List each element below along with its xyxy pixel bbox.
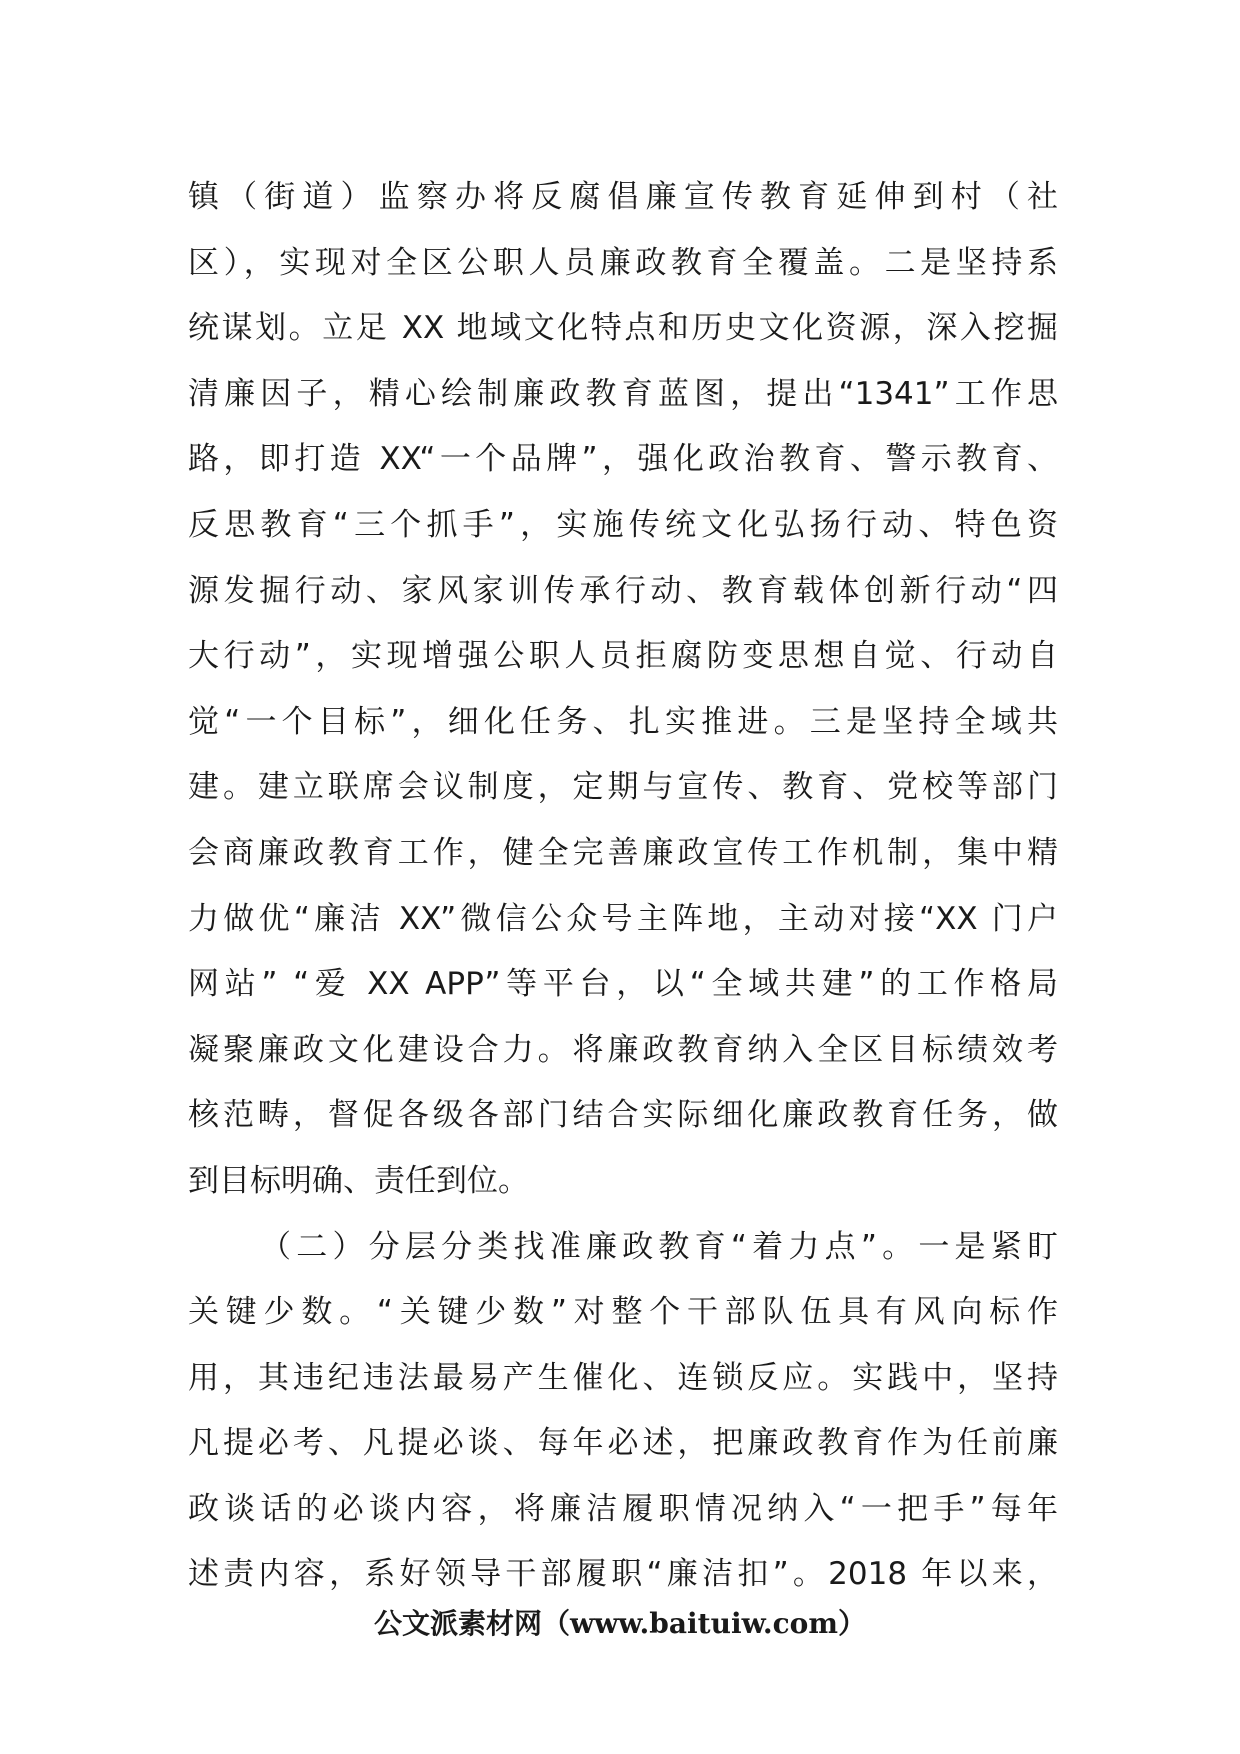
text-line: 述责内容，系好领导干部履职“廉洁扣”。2018 年以来， (188, 1556, 1058, 1593)
text-line: 凝聚廉政文化建设合力。将廉政教育纳入全区目标绩效考 (188, 1031, 1058, 1068)
text-line: 力做优“廉洁 XX”微信公众号主阵地，主动对接“XX 门户 (188, 900, 1058, 937)
text-line: 反思教育“三个抓手”，实施传统文化弘扬行动、特色资 (188, 506, 1058, 543)
text-line: 凡提必考、凡提必谈、每年必述，把廉政教育作为任前廉 (188, 1425, 1058, 1462)
text-line: 统谋划。立足 XX 地域文化特点和历史文化资源，深入挖掘 (188, 310, 1058, 347)
footer-url: （www.baituiw.com） (542, 1607, 866, 1640)
text-line: 路，即打造 XX“一个品牌”，强化政治教育、警示教育、 (188, 441, 1058, 478)
text-line: 清廉因子，精心绘制廉政教育蓝图，提出“1341”工作思 (188, 375, 1058, 412)
text-line: 区），实现对全区公职人员廉政教育全覆盖。二是坚持系 (188, 244, 1058, 281)
text-line: 觉“一个目标”，细化任务、扎实推进。三是坚持全域共 (188, 703, 1058, 740)
text-line: 用，其违纪违法最易产生催化、连锁反应。实践中，坚持 (188, 1359, 1058, 1396)
text-line: 关键少数。“关键少数”对整个干部队伍具有风向标作 (188, 1294, 1058, 1331)
text-line: 到目标明确、责任到位。 (188, 1162, 529, 1199)
body-text (188, 165, 1058, 1608)
text-line: 会商廉政教育工作，健全完善廉政宣传工作机制，集中精 (188, 834, 1058, 871)
text-line: 网站” “爱 XX APP”等平台，以“全域共建”的工作格局 (188, 966, 1058, 1003)
footer-watermark (0, 1604, 1240, 1644)
text-line: 源发掘行动、家风家训传承行动、教育载体创新行动“四 (188, 572, 1058, 609)
text-line: 核范畴，督促各级各部门结合实际细化廉政教育任务，做 (188, 1097, 1058, 1134)
text-line: 政谈话的必谈内容，将廉洁履职情况纳入“一把手”每年 (188, 1490, 1058, 1527)
text-line: 镇（街道）监察办将反腐倡廉宣传教育延伸到村（社 (188, 179, 1058, 215)
text-line: （二）分层分类找准廉政教育“着力点”。一是紧盯 (260, 1228, 1058, 1265)
text-line: 大行动”，实现增强公职人员拒腐防变思想自觉、行动自 (188, 638, 1058, 675)
text-line: 建。建立联席会议制度，定期与宣传、教育、党校等部门 (188, 769, 1058, 806)
footer-site-name: 公文派素材网 (374, 1607, 543, 1640)
